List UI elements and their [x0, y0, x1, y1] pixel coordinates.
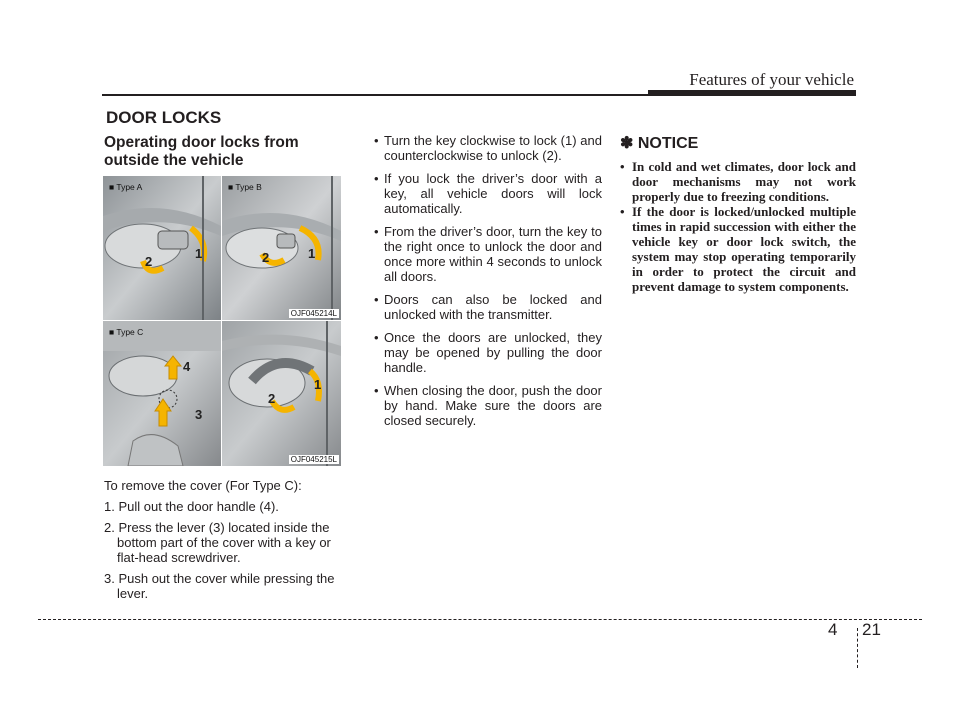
callout-1: 1	[195, 246, 203, 261]
callout-1: 1	[308, 246, 316, 261]
type-b-label: ■ Type B	[228, 182, 262, 192]
header-rule	[102, 94, 654, 96]
header-title: Features of your vehicle	[689, 70, 854, 89]
instruction-item: • Once the doors are unlocked, they may be opened by pulling the door handle.	[372, 330, 602, 375]
cover-removal-text	[104, 478, 350, 607]
chapter-number: 4	[828, 620, 838, 639]
callout-1: 1	[314, 377, 322, 392]
callout-2: 2	[145, 254, 153, 269]
figure-type-b	[222, 176, 341, 320]
subheading: Operating door locks from outside the vehicle	[104, 134, 299, 169]
door-lock-instructions	[372, 133, 602, 428]
header-rule-accent	[648, 90, 856, 96]
notice-item: • In cold and wet climates, door lock and door mechanisms may not work properly due to freezing conditions.	[620, 159, 856, 204]
callout-2: 2	[268, 391, 276, 406]
figure-type-c-left	[103, 321, 221, 466]
page-number: 21	[862, 620, 881, 639]
callout-3: 3	[195, 407, 203, 422]
instruction-item: • When closing the door, push the door by hand. Make sure the doors are closed securely.	[372, 383, 602, 428]
left-column	[104, 134, 350, 170]
type-a-label: ■ Type A	[109, 182, 143, 192]
notice-list	[620, 159, 856, 294]
callout-2: 2	[262, 250, 270, 265]
instruction-item: • Doors can also be locked and unlocked with the transmitter.	[372, 292, 602, 322]
cover-removal-intro: To remove the cover (For Type C):	[104, 478, 302, 493]
step-item: 2. Press the lever (3) located inside the bottom part of the cover with a key or flat-head screwdriver.	[104, 520, 331, 565]
figure-code-c: OJF045215L	[290, 455, 337, 464]
notice-box	[620, 133, 856, 294]
notice-item: • If the door is locked/unlocked multiple times in rapid succession with either the vehicle key or door lock switch, the system may stop operating temporarily in order to protect the circuit and prevent damage to system components.	[620, 204, 856, 294]
notice-title: ✽ NOTICE	[620, 135, 699, 152]
footer-divider	[857, 628, 858, 668]
step-item: 3. Push out the cover while pressing the lever.	[104, 571, 335, 601]
type-c-label: ■ Type C	[109, 327, 144, 337]
section-title: DOOR LOCKS	[106, 108, 222, 127]
footer-rule	[38, 619, 922, 620]
figure-code-ab: OJF045214L	[290, 309, 337, 318]
instruction-item: • If you lock the driver’s door with a key, all vehicle doors will lock automatically.	[372, 171, 602, 216]
instruction-item: • From the driver’s door, turn the key to the right once to unlock the door and once more within 4 seconds to unlock all doors.	[372, 224, 602, 284]
instruction-item: • Turn the key clockwise to lock (1) and counterclockwise to unlock (2).	[372, 133, 602, 163]
step-item: 1. Pull out the door handle (4).	[104, 499, 279, 514]
middle-column	[372, 133, 602, 436]
figure-type-c-right	[222, 321, 341, 466]
figure-type-a	[103, 176, 221, 320]
callout-4: 4	[183, 359, 191, 374]
